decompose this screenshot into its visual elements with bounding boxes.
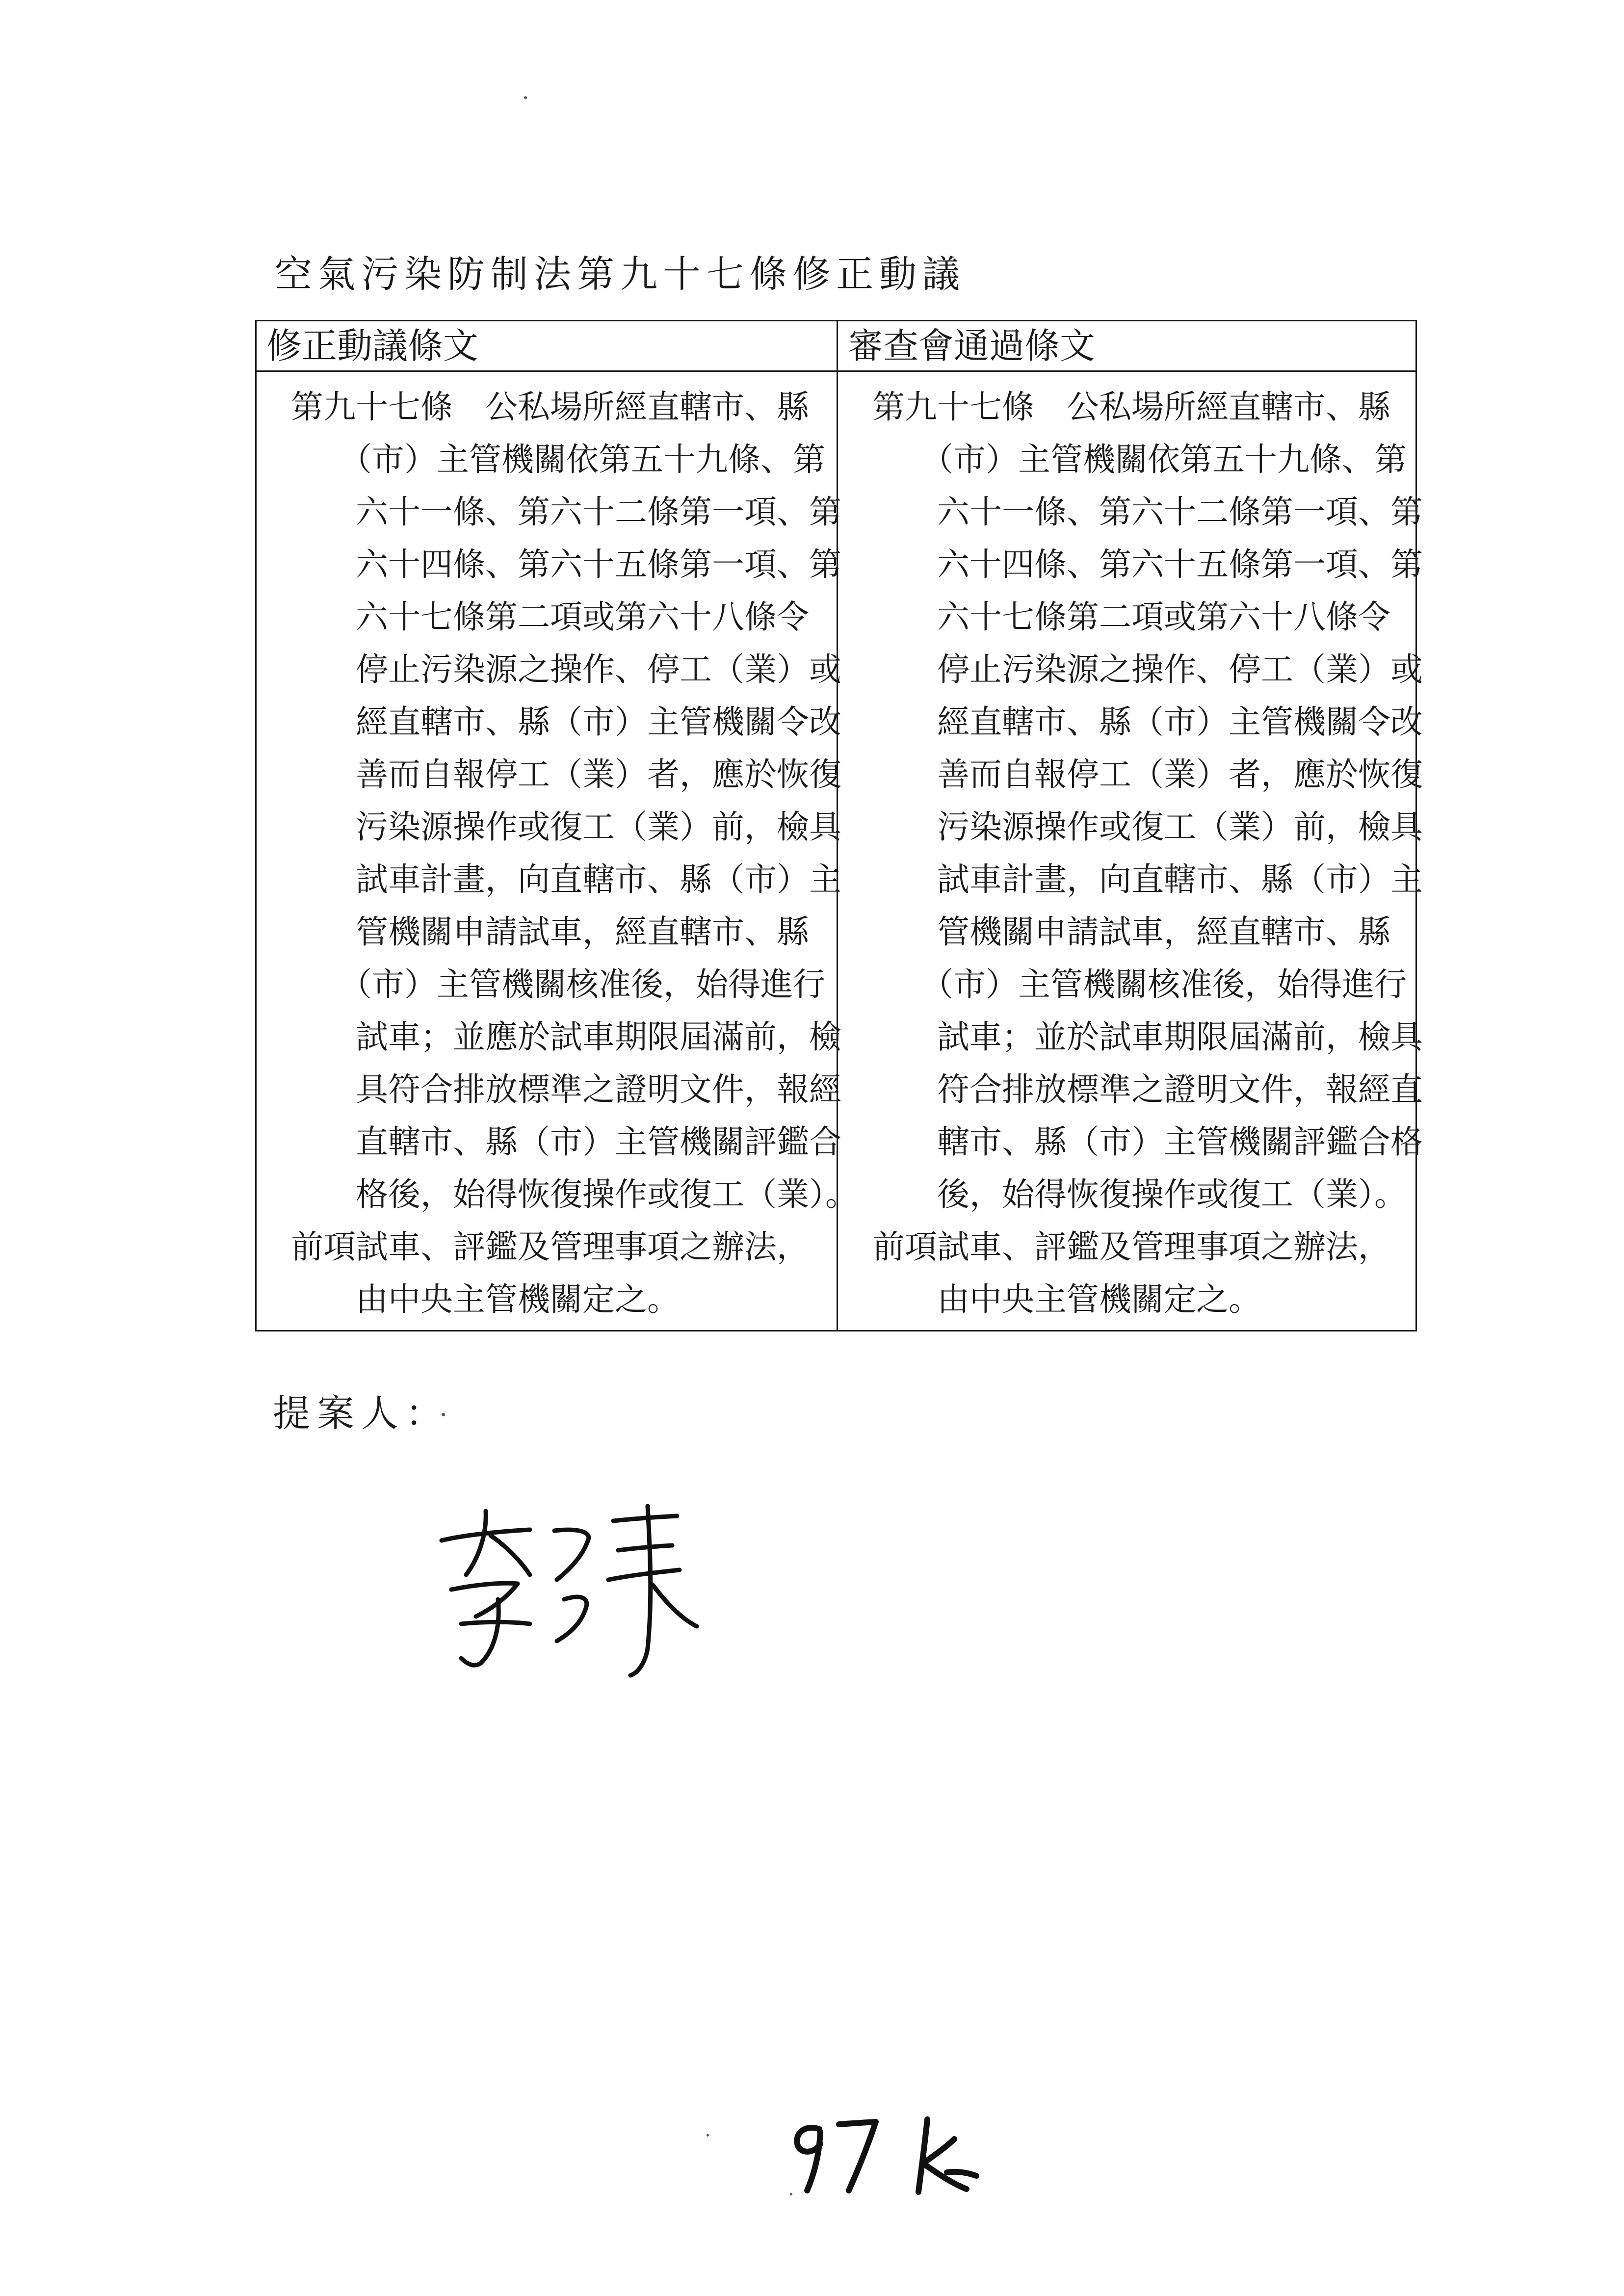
document-title: 空氣污染防制法第九十七條修正動議 — [275, 252, 966, 296]
handwritten-signature — [432, 1501, 707, 1688]
handwritten-page-mark — [780, 2110, 986, 2198]
committee-article-para1: 第九十七條 公私場所經直轄市、縣 （市）主管機關依第五十九條、第 六十一條、第六十二條第一項、第 六十四條、第六十五條第一項、第 六十七條第二項或第六十八條令 停止污染源之操作、停工（業）或 經直轄市、縣（市）主管機關令改 善而自報停工（業）者，應於恢復 污染源操作或復工（業）前，檢具 試車計畫，向直轄市、縣（市）主 管機關申請試車，經直轄市、縣 （市）主管機關核准後，始得進行 試車；並於試車期限屆滿前，檢具 符合排放標準之證明文件，報經直 轄市、縣（市）主管機關評鑑合格 後，始得恢復操作或復工（業）。 — [872, 388, 1423, 1213]
amendment-cell — [256, 371, 858, 1331]
header-amendment-text: 修正動議條文 — [256, 321, 838, 371]
scan-speck — [707, 2134, 709, 2137]
header-committee-text: 審查會通過條文 — [838, 321, 1416, 371]
amendment-article-para2: 前項試車、評鑑及管理事項之辦法， 由中央主管機關定之。 — [291, 1228, 809, 1318]
committee-cell — [838, 371, 1423, 1331]
committee-article-para2: 前項試車、評鑑及管理事項之辦法， 由中央主管機關定之。 — [872, 1228, 1390, 1318]
scan-speck — [524, 96, 527, 99]
amendment-article-para1: 第九十七條 公私場所經直轄市、縣 （市）主管機關依第五十九條、第 六十一條、第六十二條第一項、第 六十四條、第六十五條第一項、第 六十七條第二項或第六十八條令 停止污染源之操作、停工（業）或 經直轄市、縣（市）主管機關令改 善而自報停工（業）者，應於恢復 污染源操作或復工（業）前，檢具 試車計畫，向直轄市、縣（市）主 管機關申請試車，經直轄市、縣 （市）主管機關核准後，始得進行 試車；並應於試車期限屆滿前，檢 具符合排放標準之證明文件，報經 直轄市、縣（市）主管機關評鑑合 格後，始得恢復操作或復工（業）。 — [291, 388, 858, 1213]
proposer-label: 提案人： — [273, 1391, 449, 1435]
comparison-table — [255, 320, 1423, 1331]
